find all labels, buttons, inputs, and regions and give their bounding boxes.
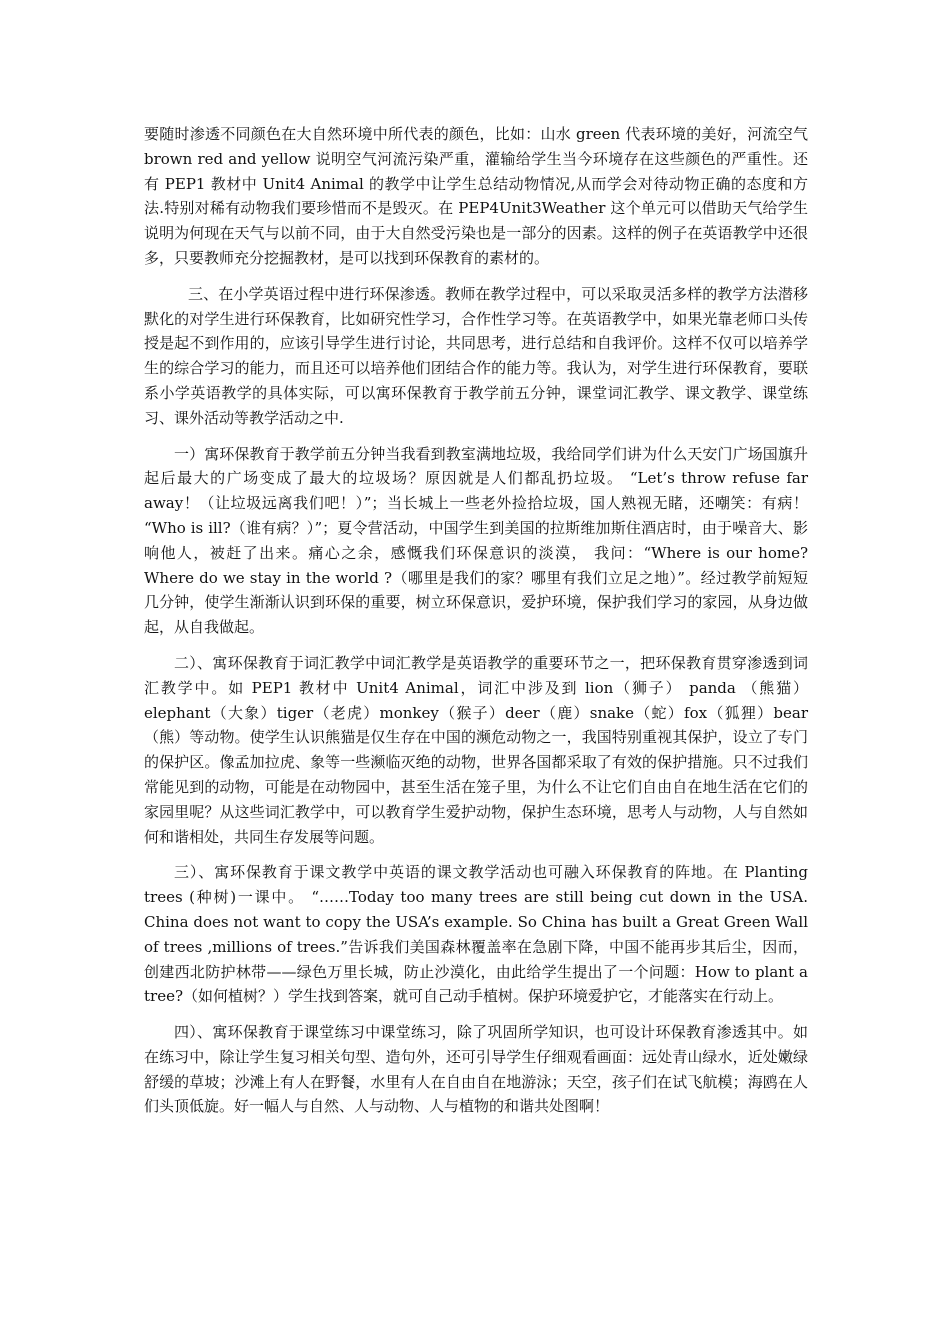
paragraph-classroom-practice: 四）、寓环保教育于课堂练习中课堂练习，除了巩固所学知识，也可设计环保教育渗透其中。如在练习中，除让学生复习相关句型、造句外，还可引导学生仔细观看画面：远处青山绿水，近处嫩绿舒缓的草坡；沙滩上有人在野餐，水里有人在自由自在地游泳；天空，孩子们在试飞航模；海鸥在人们头顶低旋。好一幅人与自然、人与动物、人与植物的和谐共处图啊！ <box>144 1023 808 1116</box>
paragraph-vocabulary: 二）、寓环保教育于词汇教学中词汇教学是英语教学的重要环节之一，把环保教育贯穿渗透到词汇教学中。如 PEP1 教材中 Unit4 Animal，词汇中涉及到 lion（狮子） panda （熊猫）elephant（大象）tiger（老虎）monkey（猴子）deer（鹿）snake（蛇）fox（狐狸）bear（熊）等动物。使学生认识熊猫是仅生存在中国的濒危动物之一，我国特别重视其保护，设立了专门的保护区。像孟加拉虎、象等一些濒临灭绝的动物，世界各国都采取了有效的保护措施。只不过我们常能见到的动物，可能是在动物园中，甚至生活在笼子里，为什么不让它们自由自在地生活在它们的家园里呢？从这些词汇教学中，可以教育学生爱护动物，保护生态环境，思考人与动物，人与自然如何和谐相处，共同生存发展等问题。 <box>144 653 808 846</box>
paragraph-five-minutes: 一）寓环保教育于教学前五分钟当我看到教室满地垃圾，我给同学们讲为什么天安门广场国旗升起后最大的广场变成了最大的垃圾场？原因就是人们都乱扔垃圾。 “Let’s throw refuse far away！（让垃圾远离我们吧！）”；当长城上一些老外捡拾垃圾，国人熟视无睹，还嘲笑：有病！ “Who is ill?（谁有病？）”；夏令营活动，中国学生到美国的拉斯维加斯住酒店时，由于噪音大、影响他人，被赶了出来。痛心之余，感慨我们环保意识的淡漠， 我问：“Where is our home? Where do we stay in the world ?（哪里是我们的家？哪里有我们立足之地）”。经过教学前短短几分钟，使学生渐渐认识到环保的重要，树立环保意识，爱护环境，保护我们学习的家园，从身边做起，从自我做起。 <box>144 444 808 637</box>
paragraph-section-three: 三、在小学英语过程中进行环保渗透。教师在教学过程中，可以采取灵活多样的教学方法潜移默化的对学生进行环保教育，比如研究性学习，合作性学习等。在英语教学中，如果光靠老师口头传授是起不到作用的，应该引导学生进行讨论，共同思考，进行总结和自我评价。这样不仅可以培养学生的综合学习的能力，而且还可以培养他们团结合作的能力等。我认为，对学生进行环保教育，要联系小学英语教学的具体实际，可以寓环保教育于教学前五分钟，课堂词汇教学、课文教学、课堂练习、课外活动等教学活动之中. <box>144 284 808 427</box>
paragraph-text-teaching: 三）、寓环保教育于课文教学中英语的课文教学活动也可融入环保教育的阵地。在 Planting trees (种树)一课中。 “……Today too many trees are still being cut down in the USA. China does not want to copy the USA’s example. So China has built a Great Green Wall of trees ,millions of trees.”告诉我们美国森林覆盖率在急剧下降，中国不能再步其后尘，因而，创建西北防护林带——绿色万里长城，防止沙漠化，由此给学生提出了一个问题：How to plant a tree?（如何植树？）学生找到答案，就可自己动手植树。保护环境爱护它，才能落实在行动上。 <box>144 863 808 1006</box>
paragraph-colors-environment: 要随时渗透不同颜色在大自然环境中所代表的颜色，比如：山水 green 代表环境的美好，河流空气 brown red and yellow 说明空气河流污染严重，灌输给学生当今环境存在这些颜色的严重性。还有 PEP1 教材中 Unit4 Animal 的教学中让学生总结动物情况,从而学会对待动物正确的态度和方法.特别对稀有动物我们要珍惜而不是毁灭。在 PEP4Unit3Weather 这个单元可以借助天气给学生说明为何现在天气与以前不同，由于大自然受污染也是一部分的因素。这样的例子在英语教学中还很多，只要教师充分挖掘教材，是可以找到环保教育的素材的。 <box>144 125 808 267</box>
document-page <box>144 122 808 1130</box>
